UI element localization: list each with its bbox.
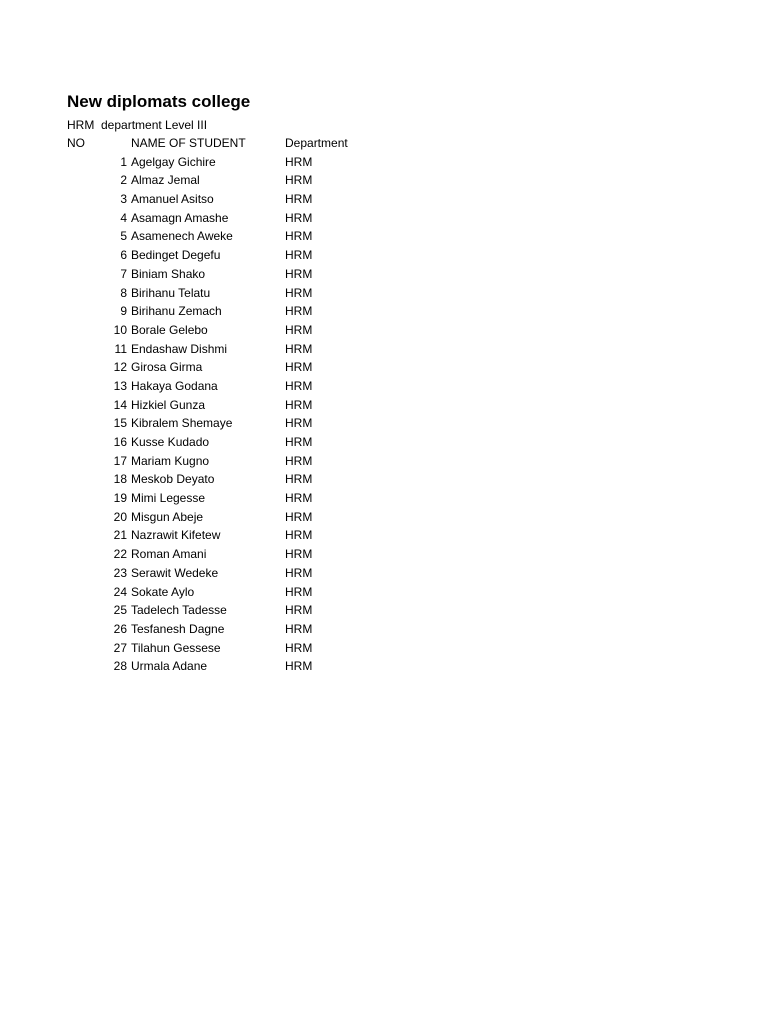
student-department: HRM [285,416,313,431]
table-row [0,227,768,246]
table-row [0,414,768,433]
page-subtitle: HRM department Level III [67,118,208,132]
row-number: 12 [113,360,127,375]
row-number: 7 [120,266,127,281]
student-name: Hakaya Godana [131,378,218,393]
student-department: HRM [285,453,313,468]
student-name: Amanuel Asitso [131,192,214,207]
page-title: New diplomats college [67,92,251,111]
table-row [0,657,768,676]
student-name: Bedinget Degefu [131,248,221,263]
table-row [0,508,768,527]
student-name: Hizkiel Gunza [131,397,206,412]
row-number: 20 [113,509,127,524]
row-number: 26 [113,621,127,636]
table-row [0,564,768,583]
row-number: 6 [120,248,127,263]
student-department: HRM [285,509,313,524]
student-department: HRM [285,154,313,169]
student-name: Tadelech Tadesse [131,603,227,618]
row-number: 10 [113,322,127,337]
header-name: NAME OF STUDENT [131,136,246,150]
student-name: Kusse Kudado [131,435,210,449]
student-department: HRM [285,192,313,207]
student-department: HRM [285,210,313,225]
row-number: 16 [113,435,127,449]
row-number: 13 [113,378,127,393]
student-department: HRM [285,621,313,636]
row-number: 21 [113,528,127,543]
table-row [0,639,768,658]
student-name: Tilahun Gessese [131,640,221,655]
student-name: Biniam Shako [131,266,206,281]
table-row [0,171,768,190]
table-row [0,452,768,471]
student-name: Sokate Aylo [131,584,195,599]
row-number: 18 [113,472,127,487]
student-name: Girosa Girma [131,360,203,375]
header-department: Department [285,136,348,150]
table-row [0,153,768,172]
student-department: HRM [285,547,313,562]
table-row [0,489,768,508]
student-name: Nazrawit Kifetew [131,528,221,543]
table-row [0,302,768,321]
table-row [0,321,768,340]
student-name: Tesfanesh Dagne [131,621,225,636]
table-row [0,190,768,209]
student-name: Serawit Wedeke [131,565,219,580]
table-header-row [0,134,768,153]
row-number: 5 [120,229,127,244]
row-number: 22 [113,547,127,562]
student-department: HRM [285,640,313,655]
row-number: 8 [120,285,127,300]
student-department: HRM [285,584,313,599]
table-row [0,601,768,620]
table-row [0,620,768,639]
student-name: Asamenech Aweke [131,229,233,244]
student-department: HRM [285,472,313,487]
student-name: Kibralem Shemaye [131,416,233,431]
student-department: HRM [285,322,313,337]
table-row [0,265,768,284]
student-department: HRM [285,266,313,281]
row-number: 17 [113,453,127,468]
student-department: HRM [285,603,313,618]
student-department: HRM [285,248,313,263]
table-row [0,526,768,545]
row-number: 1 [120,154,127,169]
student-name: Endashaw Dishmi [131,341,228,356]
student-department: HRM [285,528,313,543]
student-name: Birihanu Zemach [131,304,222,319]
row-number: 24 [113,584,127,599]
row-number: 2 [120,173,127,188]
student-department: HRM [285,435,313,449]
table-row [0,209,768,228]
row-number: 23 [113,565,127,580]
table-row [0,246,768,265]
student-department: HRM [285,341,313,356]
student-department: HRM [285,565,313,580]
row-number: 27 [113,640,127,655]
student-name: Meskob Deyato [131,472,215,487]
student-department: HRM [285,659,313,674]
student-department: HRM [285,378,313,393]
row-number: 14 [113,397,127,412]
row-number: 4 [120,210,127,225]
student-table [0,134,768,676]
table-row [0,545,768,564]
row-number: 15 [113,416,127,431]
student-name: Mariam Kugno [131,453,210,468]
student-department: HRM [285,285,313,300]
table-row [0,470,768,489]
student-name: Borale Gelebo [131,322,208,337]
row-number: 19 [113,491,127,506]
header-no: NO [67,136,85,150]
student-name: Urmala Adane [131,659,208,674]
row-number: 9 [120,304,127,319]
row-number: 3 [120,192,127,207]
table-row [0,433,768,452]
table-row [0,396,768,415]
student-name: Almaz Jemal [131,173,200,188]
row-number: 25 [113,603,127,618]
row-number: 11 [114,341,127,356]
student-name: Asamagn Amashe [131,210,229,225]
student-department: HRM [285,173,313,188]
table-row [0,377,768,396]
student-department: HRM [285,360,313,375]
row-number: 28 [113,659,127,674]
student-department: HRM [285,304,313,319]
table-row [0,340,768,359]
student-department: HRM [285,397,313,412]
table-row [0,284,768,303]
table-row [0,358,768,377]
student-department: HRM [285,491,313,506]
student-department: HRM [285,229,313,244]
student-name: Agelgay Gichire [131,154,216,169]
student-name: Birihanu Telatu [131,285,211,300]
student-name: Roman Amani [131,547,207,562]
student-name: Mimi Legesse [131,491,206,506]
student-name: Misgun Abeje [131,509,204,524]
table-row [0,583,768,602]
